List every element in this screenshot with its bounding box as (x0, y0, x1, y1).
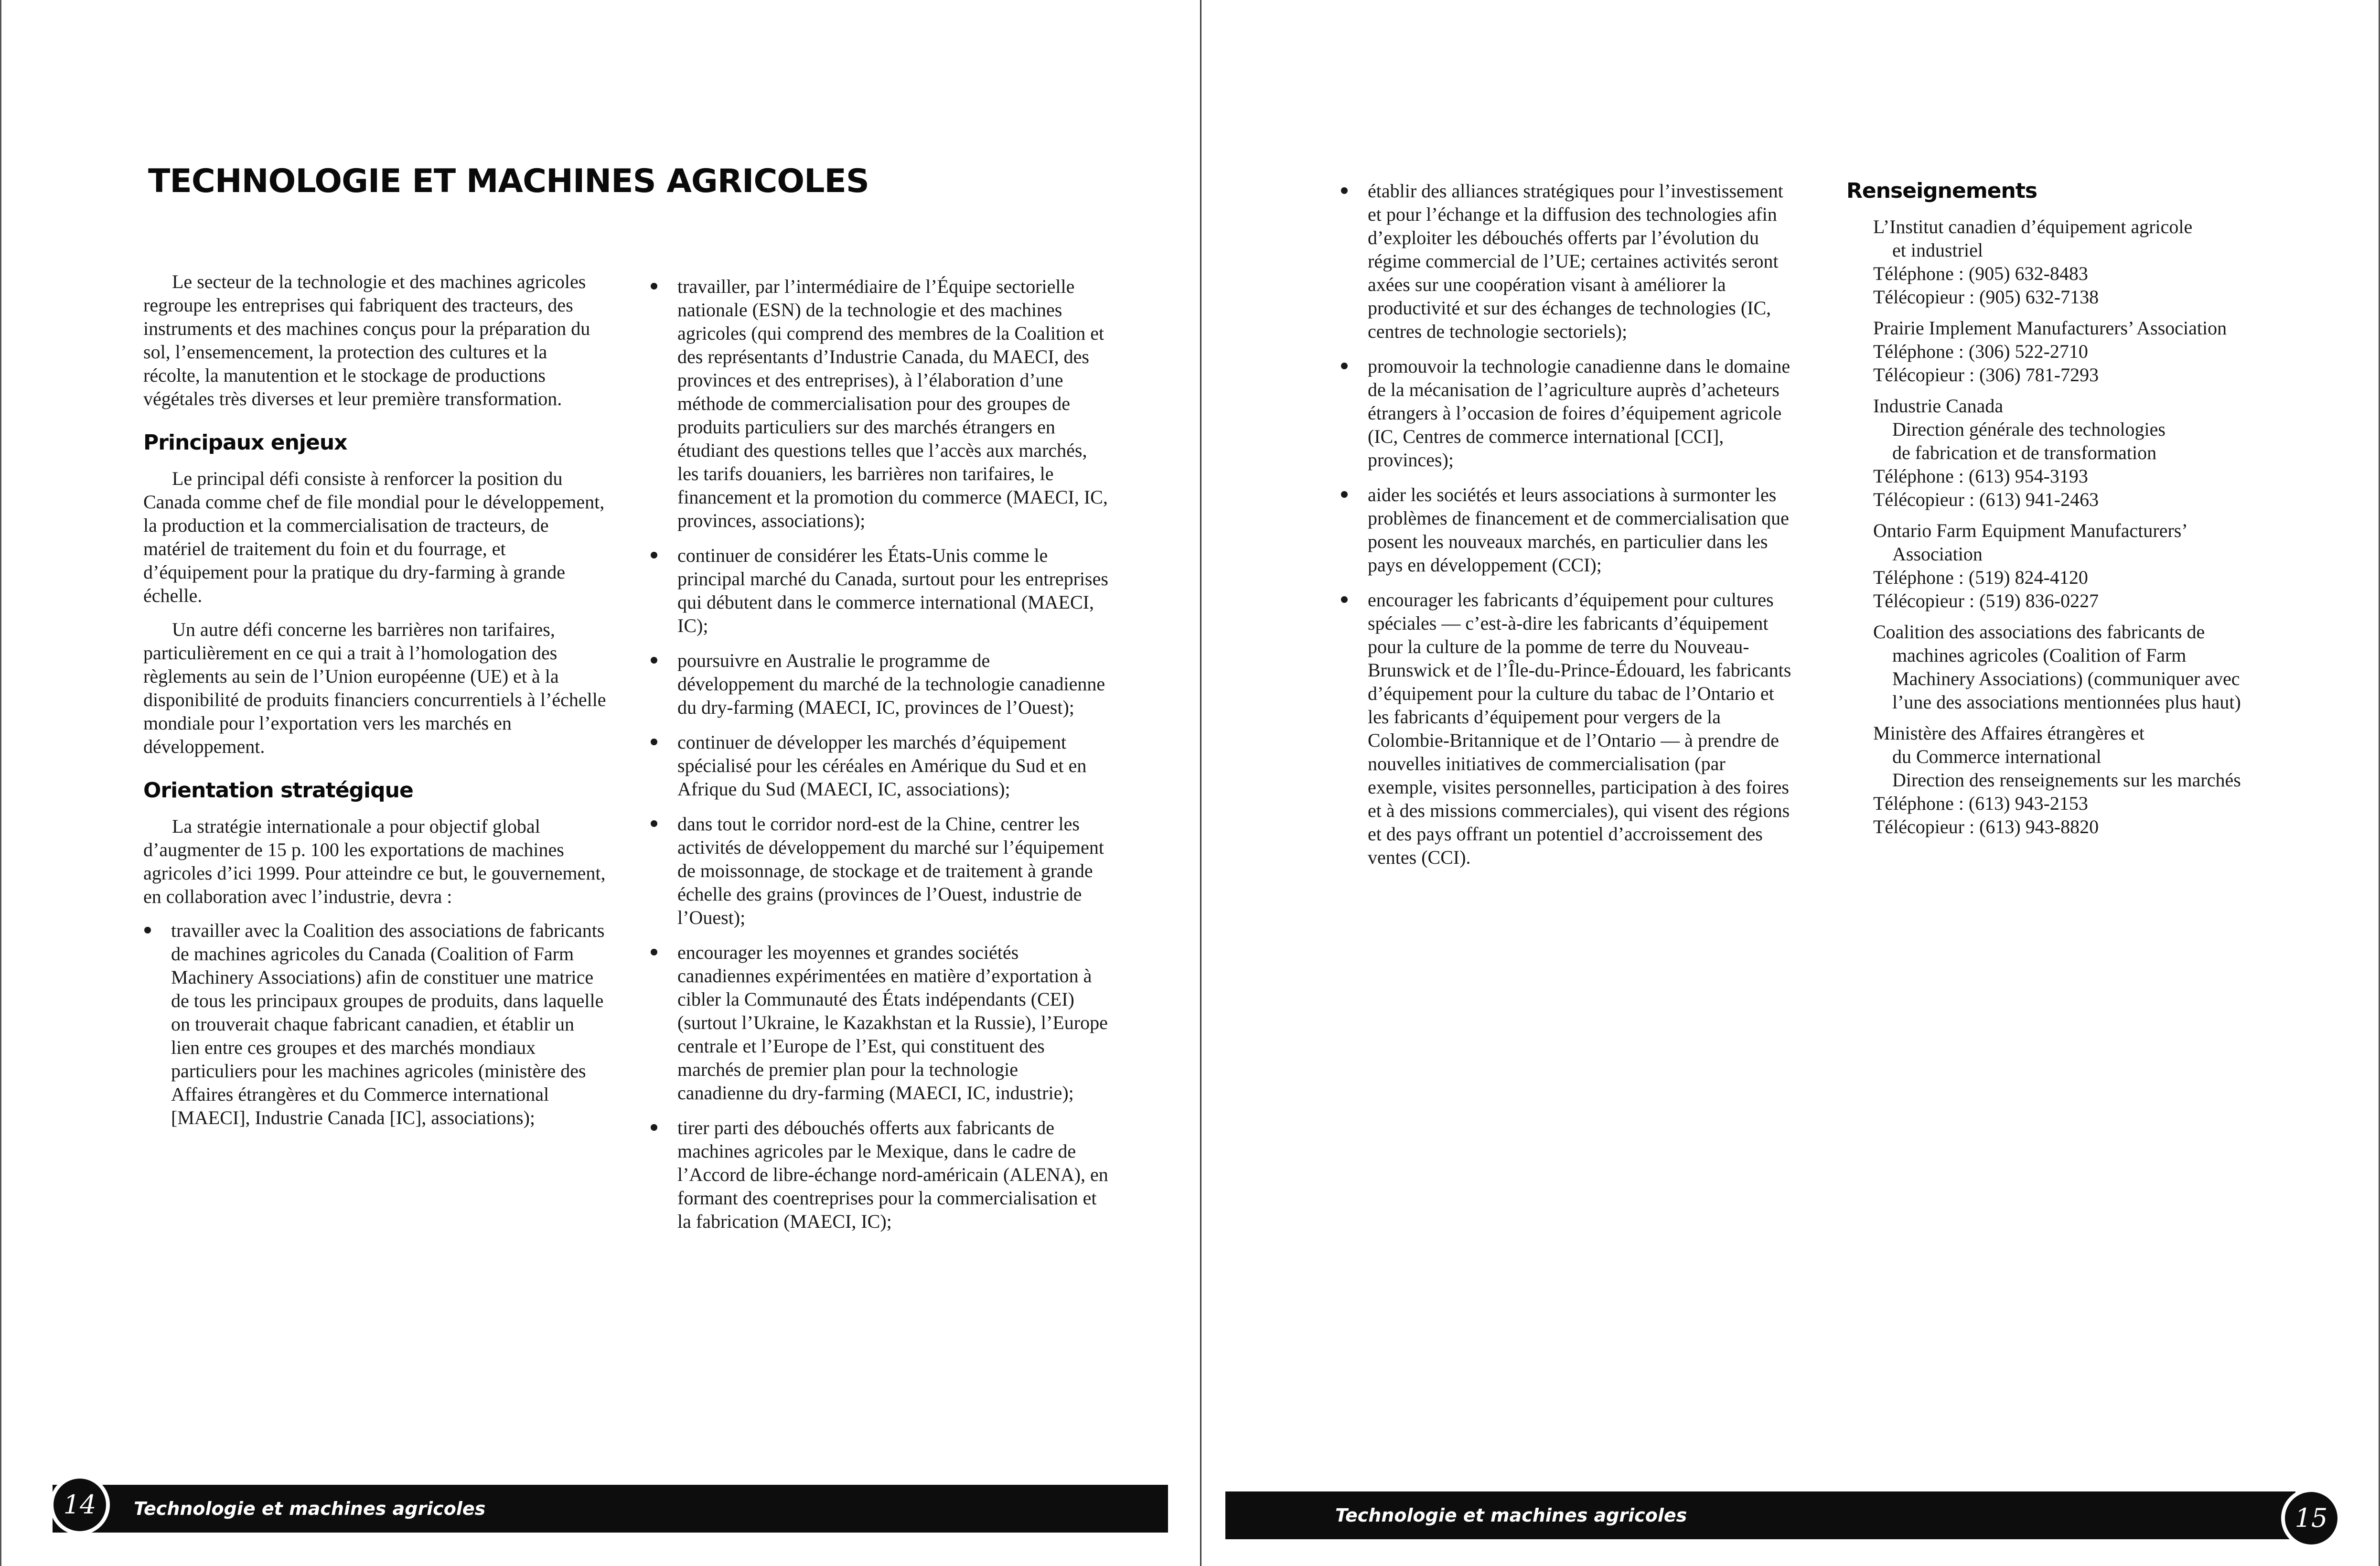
bullet-icon (1341, 596, 1348, 603)
list-item: dans tout le corridor nord-est de la Chine, centrer les activités de développement du marché sur l’équipement de moissonnage, de stockage et de traitement à grande échelle des grains (provinces de l’Ouest, industrie de l’Ouest); (650, 812, 1108, 929)
enjeux-paragraph-2: Un autre défi concerne les barrières non tarifaires, particulièrement en ce qui a trait à l’homologation des règlements au sein de l’Union européenne (UE) et à la disponibilité de produits financiers concurrentiels à l’échelle mondiale pour l’exportation vers les marchés en développement. (143, 619, 606, 757)
footer-bar-right (1225, 1491, 2295, 1539)
list-item: aider les sociétés et leurs associations à surmonter les problèmes de financement et de commercialisation que posent les nouveaux marchés, en particulier dans les pays en développement (CCI); (1340, 483, 1799, 577)
contact-block (1873, 519, 2334, 612)
left-column-2 (650, 275, 1108, 1244)
contact-block (1873, 215, 2334, 309)
contact-organization: Prairie Implement Manufacturers’ Association (1873, 317, 2227, 339)
contact-fax: Télécopieur : (519) 836-0227 (1873, 590, 2099, 611)
bullet-icon (1341, 491, 1348, 498)
bullet-icon (651, 552, 657, 558)
intro-paragraph: Le secteur de la technologie et des machines agricoles regroupe les entreprises qui fabriquent des tracteurs, des instruments et des machines conçus pour la préparation du sol, l’ensemencement, la protection des cultures et la récolte, la manutention et le stockage de productions végétales très diverses et leur première transformation. (143, 271, 590, 409)
contact-phone: Téléphone : (905) 632-8483 (1873, 263, 2088, 284)
enjeux-heading: Principaux enjeux (143, 430, 347, 455)
contact-organization-line: Direction des renseignements sur les marchés (1892, 769, 2241, 791)
list-item: travailler, par l’intermédiaire de l’Équipe sectorielle nationale (ESN) de la technologie et des machines agricoles (qui comprend des membres de la Coalition et des représentants d’Industrie Canada, du MAECI, des provinces et des entreprises), à l’élaboration d’une méthode de commercialisation pour des groupes de produits particuliers sur des marchés étrangers en étudiant des questions telles que l’accès aux marchés, les tarifs douaniers, les barrières non tarifaires, le financement et la promotion du commerce (MAECI, IC, provinces, associations); (650, 275, 1108, 532)
list-item: établir des alliances stratégiques pour l’investissement et pour l’échange et la diffusion des technologies afin d’exploiter les débouchés offerts par l’évolution du régime commercial de l’UE; certaines activités seront axées sur une coopération visant à améliorer la productivité et sur des échanges de technologies (IC, centres de technologie sectoriels); (1340, 179, 1799, 343)
contact-organization: Ministère des Affaires étrangères et (1873, 722, 2144, 744)
bullet-icon (651, 657, 657, 664)
contact-fax: Télécopieur : (905) 632-7138 (1873, 286, 2099, 308)
bullet-list-col1 (143, 919, 607, 1129)
contact-fax: Télécopieur : (306) 781-7293 (1873, 364, 2099, 386)
orientation-paragraph: La stratégie internationale a pour objectif global d’augmenter de 15 p. 100 les exportations de machines agricoles d’ici 1999. Pour atteindre ce but, le gouvernement, en collaboration avec l’industrie, devra : (143, 815, 606, 907)
right-column-1 (1340, 179, 1799, 880)
contact-block (1873, 394, 2334, 511)
bullet-icon (651, 739, 657, 745)
enjeux-paragraph-1: Le principal défi consiste à renforcer la position du Canada comme chef de file mondial pour le développement, la production et la commercialisation de tracteurs, de matériel de traitement du foin et du fourrage, et d’équipement pour la pratique du dry-farming à grande échelle. (143, 468, 605, 606)
contact-block (1873, 316, 2334, 386)
left-column-1 (143, 270, 607, 1141)
bullet-icon (651, 283, 657, 290)
contact-organization-line: du Commerce international (1892, 746, 2101, 767)
page-number-left: 14 (50, 1475, 110, 1535)
contact-organization: L’Institut canadien d’équipement agricole (1873, 216, 2193, 237)
contact-organization-line: Direction générale des technologies (1892, 418, 2166, 440)
contact-organization-line: et industriel (1892, 239, 1983, 261)
contact-organization: Coalition des associations des fabricants de (1873, 621, 2205, 643)
contact-organization-line: l’une des associations mentionnées plus haut) (1892, 691, 2241, 713)
list-item: poursuivre en Australie le programme de développement du marché de la technologie canadienne du dry-farming (MAECI, IC, provinces de l’Ouest); (650, 649, 1108, 719)
right-column-2 (1846, 178, 2334, 846)
contact-organization-line: machines agricoles (Coalition of Farm (1892, 644, 2187, 666)
contact-fax: Télécopieur : (613) 943-8820 (1873, 816, 2099, 837)
list-item: continuer de développer les marchés d’équipement spécialisé pour les céréales en Amérique du Sud et en Afrique du Sud (MAECI, IC, associations); (650, 730, 1108, 801)
contact-phone: Téléphone : (519) 824-4120 (1873, 567, 2088, 588)
contact-phone: Téléphone : (613) 954-3193 (1873, 465, 2088, 487)
orientation-heading: Orientation stratégique (143, 778, 413, 803)
bullet-icon (1341, 363, 1348, 369)
contact-organization: Industrie Canada (1873, 395, 2004, 417)
contact-organization-line: Association (1892, 543, 1983, 565)
contacts-list (1846, 215, 2334, 838)
footer-bar-left (53, 1485, 1168, 1533)
contact-organization-line: Machinery Associations) (communiquer avec (1892, 668, 2240, 689)
bullet-icon (144, 927, 151, 933)
bullet-icon (651, 949, 657, 955)
contact-phone: Téléphone : (306) 522-2710 (1873, 341, 2088, 362)
bullet-list-right (1340, 179, 1799, 869)
bullet-icon (651, 820, 657, 827)
renseignements-heading: Renseignements (1846, 179, 2037, 203)
bullet-list-col2 (650, 275, 1108, 1233)
list-item: tirer parti des débouchés offerts aux fabricants de machines agricoles par le Mexique, dans le cadre de l’Accord de libre-échange nord-américain (ALENA), en formant des coentreprises pour la commercialisation et la fabrication (MAECI, IC); (650, 1116, 1108, 1233)
page-fold (1200, 0, 1201, 1566)
footer-title-right: Technologie et machines agricoles (1335, 1505, 1687, 1526)
bullet-icon (1341, 187, 1348, 194)
footer-title-left: Technologie et machines agricoles (134, 1498, 486, 1519)
list-item: encourager les moyennes et grandes sociétés canadiennes expérimentées en matière d’exportation à cibler la Communauté des États indépendants (CEI) (surtout l’Ukraine, le Kazakhstan et la Russie), l’Europe centrale et l’Europe de l’Est, qui constituent des marchés de premier plan pour la technologie canadienne du dry-farming (MAECI, IC, industrie); (650, 941, 1108, 1105)
page-title: TECHNOLOGIE ET MACHINES AGRICOLES (148, 162, 869, 200)
contact-block (1873, 620, 2334, 714)
list-item: continuer de considérer les États-Unis comme le principal marché du Canada, surtout pour les entreprises qui débutent dans le commerce international (MAECI, IC); (650, 544, 1108, 637)
page-edge-left (0, 0, 1, 1566)
contact-fax: Télécopieur : (613) 941-2463 (1873, 489, 2099, 510)
list-item: encourager les fabricants d’équipement pour cultures spéciales — c’est-à-dire les fabricants d’équipement pour la culture de la pomme de terre du Nouveau-Brunswick et de l’Île-du-Prince-Édouard, les fabricants d’équipement pour la culture du tabac de l’Ontario et les fabricants d’équipement pour vergers de la Colombie-Britannique et de l’Ontario — à prendre de nouvelles initiatives de commercialisation (par exemple, visites personnelles, participation à des foires et à des missions commerciales), qui visent des régions et des pays offrant un potentiel d’accroissement des ventes (CCI). (1340, 588, 1799, 869)
list-item: travailler avec la Coalition des associations de fabricants de machines agricoles du Canada (Coalition of Farm Machinery Associations) afin de constituer une matrice de tous les principaux groupes de produits, dans laquelle on trouverait chaque fabricant canadien, et établir un lien entre ces groupes et des marchés mondiaux particuliers pour les machines agricoles (ministère des Affaires étrangères et du Commerce international [MAECI], Industrie Canada [IC], associations); (143, 919, 607, 1129)
contact-phone: Téléphone : (613) 943-2153 (1873, 793, 2088, 814)
contact-organization: Ontario Farm Equipment Manufacturers’ (1873, 520, 2188, 541)
list-item: promouvoir la technologie canadienne dans le domaine de la mécanisation de l’agriculture auprès d’acheteurs étrangers à l’occasion de foires d’équipement agricole (IC, Centres de commerce international [CCI], provinces); (1340, 354, 1799, 472)
bullet-icon (651, 1124, 657, 1131)
contact-organization-line: de fabrication et de transformation (1892, 442, 2157, 463)
contact-block (1873, 721, 2334, 838)
page-number-right: 15 (2281, 1488, 2341, 1548)
